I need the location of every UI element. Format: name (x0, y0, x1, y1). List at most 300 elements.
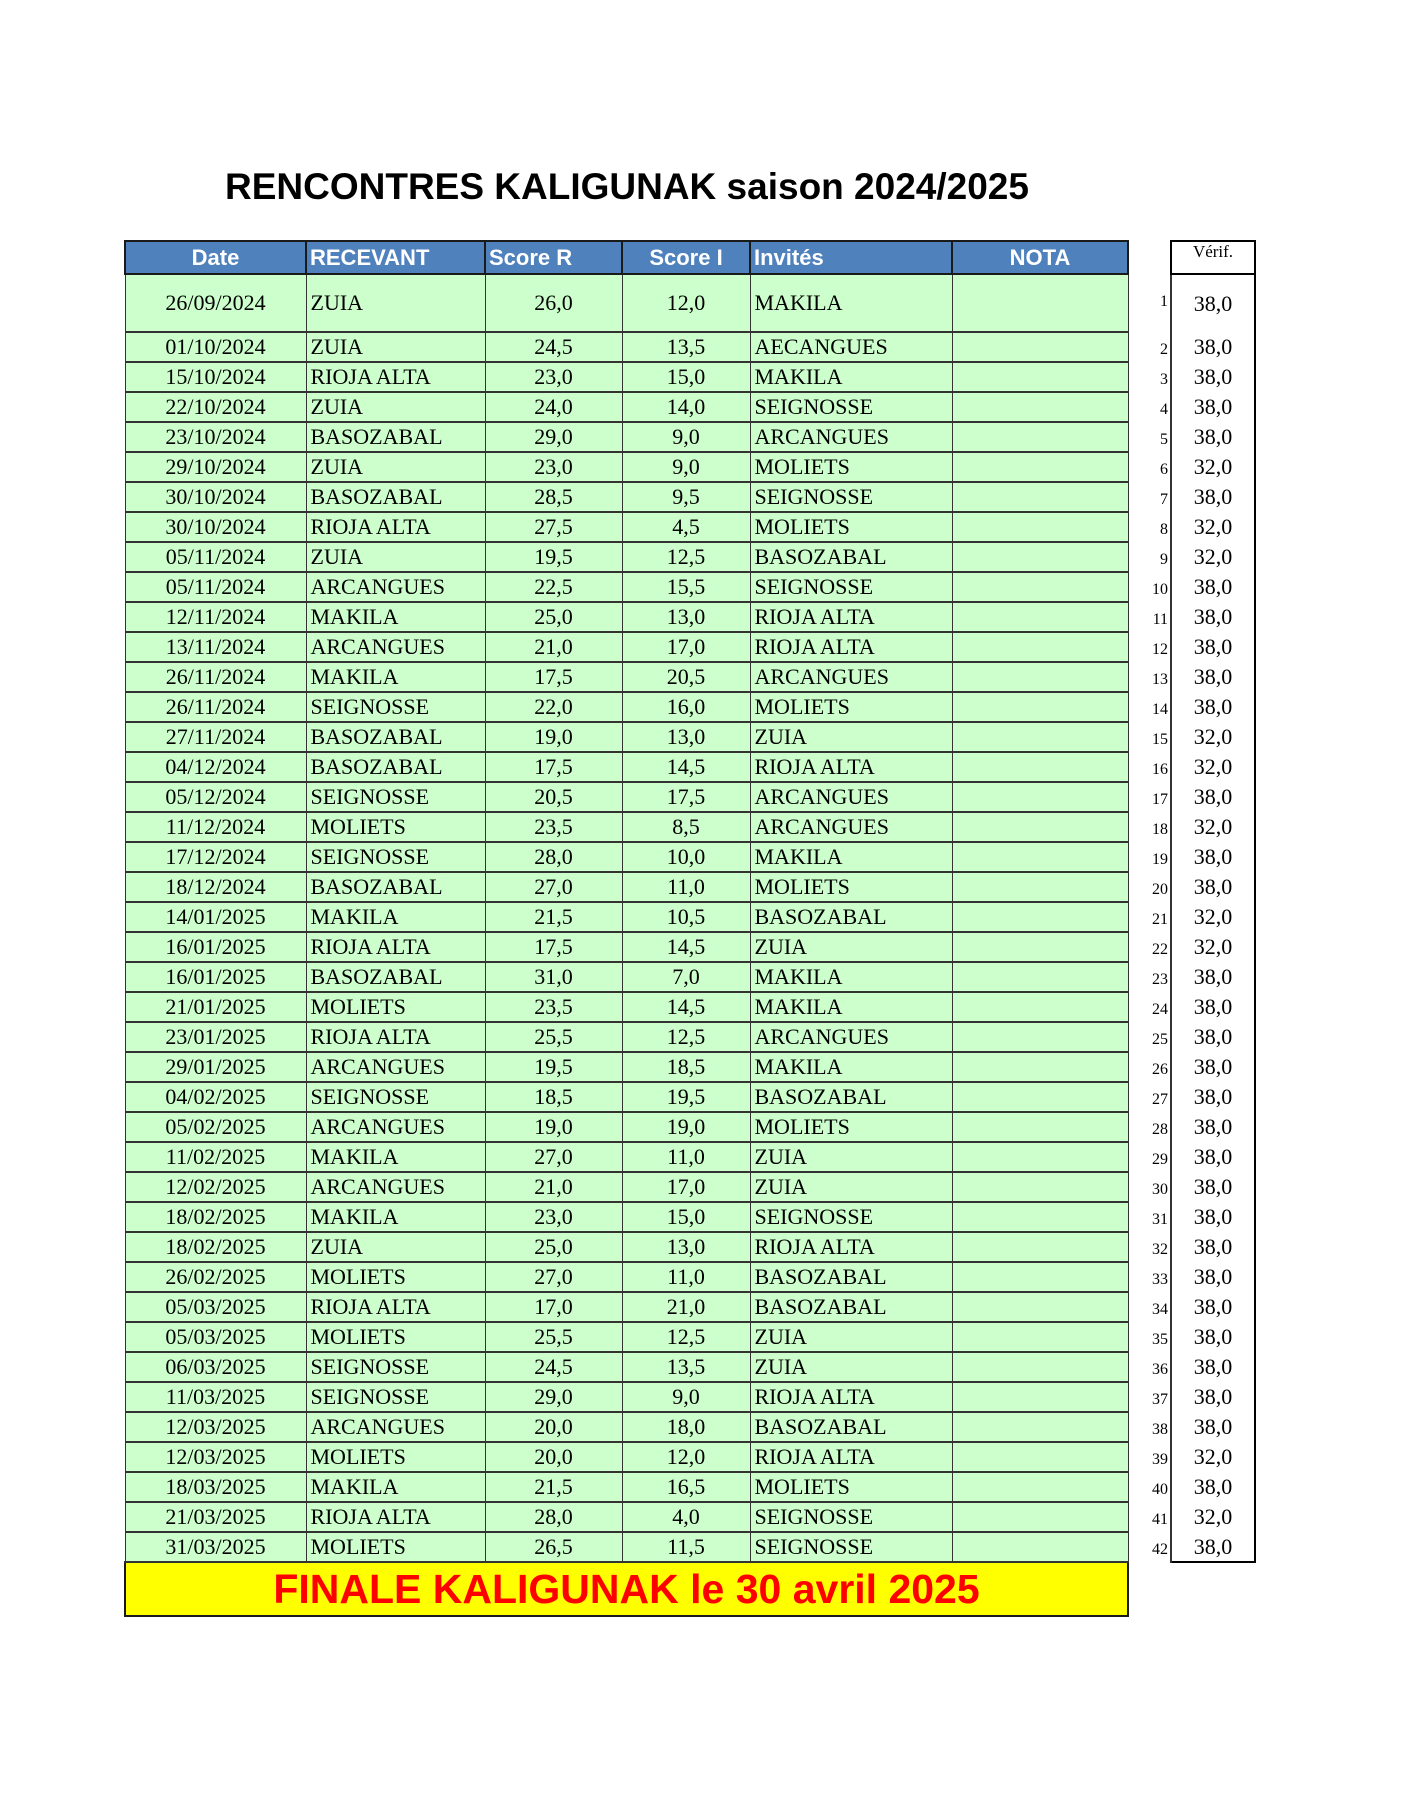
match-score-away: 9,0 (622, 452, 750, 482)
match-home-team: RIOJA ALTA (306, 932, 485, 962)
match-score-home: 17,0 (485, 1292, 622, 1322)
match-date: 26/11/2024 (125, 662, 306, 692)
header-score-r: Score R (485, 241, 622, 274)
header-nota: NOTA (952, 241, 1128, 274)
table-row (125, 392, 1255, 422)
match-nota (952, 482, 1128, 512)
match-score-home: 24,0 (485, 392, 622, 422)
match-nota (952, 452, 1128, 482)
match-number: 33 (1128, 1262, 1171, 1292)
match-score-home: 28,0 (485, 842, 622, 872)
table-row (125, 782, 1255, 812)
match-date: 30/10/2024 (125, 512, 306, 542)
match-verif-total: 38,0 (1171, 1382, 1255, 1412)
match-score-home: 24,5 (485, 1352, 622, 1382)
match-date: 26/02/2025 (125, 1262, 306, 1292)
match-nota (952, 1262, 1128, 1292)
match-score-away: 18,0 (622, 1412, 750, 1442)
match-score-away: 14,5 (622, 992, 750, 1022)
match-date: 16/01/2025 (125, 962, 306, 992)
match-score-away: 4,0 (622, 1502, 750, 1532)
match-number: 11 (1128, 602, 1171, 632)
match-verif-total: 32,0 (1171, 902, 1255, 932)
match-date: 05/11/2024 (125, 572, 306, 602)
match-score-home: 25,0 (485, 1232, 622, 1262)
match-home-team: MOLIETS (306, 1532, 485, 1562)
match-verif-total: 38,0 (1171, 1082, 1255, 1112)
match-score-away: 11,5 (622, 1532, 750, 1562)
match-date: 06/03/2025 (125, 1352, 306, 1382)
header-spacer (1128, 241, 1171, 274)
match-away-team: AECANGUES (750, 332, 952, 362)
match-nota (952, 274, 1128, 332)
match-number: 38 (1128, 1412, 1171, 1442)
match-away-team: MAKILA (750, 362, 952, 392)
match-home-team: SEIGNOSSE (306, 692, 485, 722)
match-nota (952, 992, 1128, 1022)
match-away-team: BASOZABAL (750, 902, 952, 932)
match-away-team: SEIGNOSSE (750, 1532, 952, 1562)
match-score-home: 29,0 (485, 422, 622, 452)
match-score-home: 23,0 (485, 362, 622, 392)
match-number: 10 (1128, 572, 1171, 602)
match-nota (952, 812, 1128, 842)
table-row (125, 1262, 1255, 1292)
match-score-away: 17,0 (622, 632, 750, 662)
match-nota (952, 1112, 1128, 1142)
match-rows (125, 274, 1255, 1562)
match-score-away: 14,0 (622, 392, 750, 422)
match-number: 4 (1128, 392, 1171, 422)
table-row (125, 1082, 1255, 1112)
match-number: 26 (1128, 1052, 1171, 1082)
table-row (125, 332, 1255, 362)
match-home-team: BASOZABAL (306, 482, 485, 512)
finale-row (125, 1562, 1255, 1616)
match-verif-total: 32,0 (1171, 722, 1255, 752)
match-verif-total: 38,0 (1171, 962, 1255, 992)
match-verif-total: 38,0 (1171, 1352, 1255, 1382)
match-away-team: MOLIETS (750, 452, 952, 482)
match-nota (952, 722, 1128, 752)
match-score-away: 14,5 (622, 932, 750, 962)
match-home-team: RIOJA ALTA (306, 1502, 485, 1532)
match-nota (952, 1532, 1128, 1562)
match-number: 12 (1128, 632, 1171, 662)
match-date: 05/03/2025 (125, 1292, 306, 1322)
match-away-team: MOLIETS (750, 1472, 952, 1502)
table-row (125, 452, 1255, 482)
match-verif-total: 38,0 (1171, 1142, 1255, 1172)
match-date: 26/11/2024 (125, 692, 306, 722)
match-away-team: MAKILA (750, 1052, 952, 1082)
match-number: 36 (1128, 1352, 1171, 1382)
match-score-away: 15,0 (622, 1202, 750, 1232)
match-nota (952, 1352, 1128, 1382)
match-verif-total: 38,0 (1171, 392, 1255, 422)
match-number: 22 (1128, 932, 1171, 962)
match-score-home: 19,5 (485, 542, 622, 572)
match-home-team: RIOJA ALTA (306, 362, 485, 392)
match-date: 12/03/2025 (125, 1442, 306, 1472)
match-number: 7 (1128, 482, 1171, 512)
match-nota (952, 902, 1128, 932)
match-score-home: 17,5 (485, 662, 622, 692)
match-away-team: MAKILA (750, 992, 952, 1022)
match-score-away: 19,0 (622, 1112, 750, 1142)
match-score-away: 9,0 (622, 1382, 750, 1412)
match-verif-total: 38,0 (1171, 842, 1255, 872)
match-score-away: 16,5 (622, 1472, 750, 1502)
match-verif-total: 38,0 (1171, 692, 1255, 722)
table-row (125, 572, 1255, 602)
table-row (125, 812, 1255, 842)
match-away-team: SEIGNOSSE (750, 482, 952, 512)
match-away-team: ARCANGUES (750, 422, 952, 452)
match-number: 17 (1128, 782, 1171, 812)
match-date: 05/02/2025 (125, 1112, 306, 1142)
match-verif-total: 38,0 (1171, 332, 1255, 362)
match-home-team: RIOJA ALTA (306, 1022, 485, 1052)
match-verif-total: 38,0 (1171, 1412, 1255, 1442)
match-away-team: MOLIETS (750, 872, 952, 902)
match-score-away: 13,5 (622, 332, 750, 362)
table-row (125, 722, 1255, 752)
match-verif-total: 38,0 (1171, 872, 1255, 902)
match-score-away: 10,0 (622, 842, 750, 872)
match-home-team: MOLIETS (306, 1262, 485, 1292)
table-row (125, 1052, 1255, 1082)
match-number: 29 (1128, 1142, 1171, 1172)
match-date: 27/11/2024 (125, 722, 306, 752)
match-away-team: RIOJA ALTA (750, 1442, 952, 1472)
match-away-team: MOLIETS (750, 692, 952, 722)
schedule-table (124, 240, 1256, 1617)
table-row (125, 842, 1255, 872)
match-date: 29/10/2024 (125, 452, 306, 482)
match-score-home: 27,0 (485, 1142, 622, 1172)
match-home-team: BASOZABAL (306, 722, 485, 752)
match-home-team: ZUIA (306, 542, 485, 572)
match-away-team: RIOJA ALTA (750, 1382, 952, 1412)
table-row (125, 1232, 1255, 1262)
match-number: 35 (1128, 1322, 1171, 1352)
match-date: 13/11/2024 (125, 632, 306, 662)
match-score-home: 27,0 (485, 872, 622, 902)
match-score-home: 21,0 (485, 1172, 622, 1202)
match-away-team: RIOJA ALTA (750, 602, 952, 632)
match-number: 14 (1128, 692, 1171, 722)
match-nota (952, 752, 1128, 782)
match-away-team: SEIGNOSSE (750, 392, 952, 422)
match-away-team: ZUIA (750, 1142, 952, 1172)
match-verif-total: 38,0 (1171, 362, 1255, 392)
match-verif-total: 38,0 (1171, 1472, 1255, 1502)
match-number: 15 (1128, 722, 1171, 752)
match-nota (952, 1172, 1128, 1202)
match-home-team: MAKILA (306, 602, 485, 632)
match-date: 18/02/2025 (125, 1232, 306, 1262)
match-nota (952, 662, 1128, 692)
match-number: 9 (1128, 542, 1171, 572)
match-verif-total: 38,0 (1171, 1112, 1255, 1142)
match-verif-total: 32,0 (1171, 542, 1255, 572)
table-row (125, 752, 1255, 782)
match-number: 41 (1128, 1502, 1171, 1532)
match-number: 2 (1128, 332, 1171, 362)
match-score-home: 27,5 (485, 512, 622, 542)
table-row (125, 1112, 1255, 1142)
table-row (125, 362, 1255, 392)
match-nota (952, 1202, 1128, 1232)
match-home-team: BASOZABAL (306, 872, 485, 902)
table-row (125, 1142, 1255, 1172)
header-invites: Invités (750, 241, 952, 274)
match-home-team: ZUIA (306, 452, 485, 482)
match-nota (952, 1052, 1128, 1082)
match-number: 37 (1128, 1382, 1171, 1412)
match-score-home: 26,0 (485, 274, 622, 332)
match-home-team: SEIGNOSSE (306, 842, 485, 872)
match-number: 13 (1128, 662, 1171, 692)
match-verif-total: 38,0 (1171, 1172, 1255, 1202)
match-score-away: 8,5 (622, 812, 750, 842)
match-away-team: RIOJA ALTA (750, 632, 952, 662)
match-verif-total: 32,0 (1171, 512, 1255, 542)
match-away-team: ZUIA (750, 1172, 952, 1202)
match-score-away: 12,5 (622, 1322, 750, 1352)
match-date: 18/02/2025 (125, 1202, 306, 1232)
match-date: 16/01/2025 (125, 932, 306, 962)
match-date: 22/10/2024 (125, 392, 306, 422)
match-date: 15/10/2024 (125, 362, 306, 392)
match-verif-total: 38,0 (1171, 992, 1255, 1022)
match-away-team: ZUIA (750, 1322, 952, 1352)
match-home-team: MOLIETS (306, 1442, 485, 1472)
match-away-team: BASOZABAL (750, 542, 952, 572)
header-verif: Vérif. (1171, 241, 1255, 274)
match-nota (952, 932, 1128, 962)
match-score-home: 21,5 (485, 902, 622, 932)
match-number: 8 (1128, 512, 1171, 542)
match-date: 21/01/2025 (125, 992, 306, 1022)
table-row (125, 1322, 1255, 1352)
match-verif-total: 38,0 (1171, 1262, 1255, 1292)
match-home-team: ZUIA (306, 332, 485, 362)
table-row (125, 1472, 1255, 1502)
match-number: 16 (1128, 752, 1171, 782)
match-nota (952, 542, 1128, 572)
match-home-team: MAKILA (306, 662, 485, 692)
match-verif-total: 38,0 (1171, 1022, 1255, 1052)
match-away-team: RIOJA ALTA (750, 752, 952, 782)
match-score-away: 10,5 (622, 902, 750, 932)
match-date: 21/03/2025 (125, 1502, 306, 1532)
table-row (125, 274, 1255, 332)
match-nota (952, 1022, 1128, 1052)
match-home-team: ARCANGUES (306, 1052, 485, 1082)
match-score-home: 22,0 (485, 692, 622, 722)
match-score-home: 19,0 (485, 722, 622, 752)
table-row (125, 512, 1255, 542)
match-home-team: ARCANGUES (306, 572, 485, 602)
match-score-home: 24,5 (485, 332, 622, 362)
match-home-team: ARCANGUES (306, 1112, 485, 1142)
match-score-home: 25,5 (485, 1022, 622, 1052)
match-score-away: 9,0 (622, 422, 750, 452)
match-away-team: MAKILA (750, 842, 952, 872)
table-row (125, 602, 1255, 632)
table-row (125, 1382, 1255, 1412)
match-away-team: MAKILA (750, 274, 952, 332)
match-away-team: MOLIETS (750, 1112, 952, 1142)
match-nota (952, 1472, 1128, 1502)
table-row (125, 1022, 1255, 1052)
match-verif-total: 32,0 (1171, 752, 1255, 782)
match-date: 04/12/2024 (125, 752, 306, 782)
table-row (125, 482, 1255, 512)
header-row (125, 241, 1255, 274)
table-row (125, 1532, 1255, 1562)
match-home-team: MOLIETS (306, 1322, 485, 1352)
match-score-away: 13,0 (622, 602, 750, 632)
match-verif-total: 38,0 (1171, 1292, 1255, 1322)
table-row (125, 872, 1255, 902)
match-score-home: 20,5 (485, 782, 622, 812)
match-away-team: ZUIA (750, 1352, 952, 1382)
match-away-team: ARCANGUES (750, 812, 952, 842)
match-nota (952, 362, 1128, 392)
match-score-home: 23,0 (485, 1202, 622, 1232)
match-score-home: 25,5 (485, 1322, 622, 1352)
match-verif-total: 38,0 (1171, 1202, 1255, 1232)
match-number: 25 (1128, 1022, 1171, 1052)
match-number: 27 (1128, 1082, 1171, 1112)
match-score-away: 12,5 (622, 1022, 750, 1052)
match-score-away: 9,5 (622, 482, 750, 512)
match-away-team: SEIGNOSSE (750, 1202, 952, 1232)
match-away-team: BASOZABAL (750, 1292, 952, 1322)
match-number: 3 (1128, 362, 1171, 392)
table-row (125, 902, 1255, 932)
finale-spacer (1128, 1562, 1255, 1616)
match-score-away: 13,0 (622, 722, 750, 752)
match-verif-total: 38,0 (1171, 1052, 1255, 1082)
match-score-away: 16,0 (622, 692, 750, 722)
match-nota (952, 1442, 1128, 1472)
match-home-team: MAKILA (306, 902, 485, 932)
match-score-home: 22,5 (485, 572, 622, 602)
match-home-team: RIOJA ALTA (306, 512, 485, 542)
match-verif-total: 32,0 (1171, 812, 1255, 842)
match-score-away: 15,0 (622, 362, 750, 392)
match-date: 12/03/2025 (125, 1412, 306, 1442)
match-home-team: BASOZABAL (306, 422, 485, 452)
match-date: 11/03/2025 (125, 1382, 306, 1412)
match-away-team: ARCANGUES (750, 782, 952, 812)
match-home-team: ARCANGUES (306, 1412, 485, 1442)
finale-banner: FINALE KALIGUNAK le 30 avril 2025 (125, 1562, 1128, 1616)
match-number: 5 (1128, 422, 1171, 452)
match-nota (952, 1322, 1128, 1352)
match-score-home: 21,0 (485, 632, 622, 662)
match-number: 19 (1128, 842, 1171, 872)
match-nota (952, 1412, 1128, 1442)
match-verif-total: 38,0 (1171, 602, 1255, 632)
match-score-away: 13,0 (622, 1232, 750, 1262)
match-score-away: 18,5 (622, 1052, 750, 1082)
match-verif-total: 38,0 (1171, 662, 1255, 692)
match-score-away: 14,5 (622, 752, 750, 782)
match-away-team: RIOJA ALTA (750, 1232, 952, 1262)
match-date: 26/09/2024 (125, 274, 306, 332)
match-verif-total: 32,0 (1171, 932, 1255, 962)
table-row (125, 662, 1255, 692)
header-recevant: RECEVANT (306, 241, 485, 274)
match-nota (952, 962, 1128, 992)
match-away-team: MOLIETS (750, 512, 952, 542)
match-score-home: 31,0 (485, 962, 622, 992)
match-home-team: MAKILA (306, 1202, 485, 1232)
match-nota (952, 1502, 1128, 1532)
match-home-team: RIOJA ALTA (306, 1292, 485, 1322)
match-nota (952, 332, 1128, 362)
match-score-home: 23,0 (485, 452, 622, 482)
match-home-team: ARCANGUES (306, 1172, 485, 1202)
match-nota (952, 872, 1128, 902)
match-score-home: 29,0 (485, 1382, 622, 1412)
match-away-team: SEIGNOSSE (750, 572, 952, 602)
match-score-home: 28,5 (485, 482, 622, 512)
match-home-team: ARCANGUES (306, 632, 485, 662)
match-number: 6 (1128, 452, 1171, 482)
table-row (125, 632, 1255, 662)
match-nota (952, 602, 1128, 632)
match-number: 1 (1128, 274, 1171, 332)
match-nota (952, 512, 1128, 542)
table-row (125, 542, 1255, 572)
match-date: 05/11/2024 (125, 542, 306, 572)
match-number: 23 (1128, 962, 1171, 992)
match-number: 31 (1128, 1202, 1171, 1232)
match-verif-total: 38,0 (1171, 1322, 1255, 1352)
match-nota (952, 1382, 1128, 1412)
match-number: 20 (1128, 872, 1171, 902)
match-nota (952, 422, 1128, 452)
match-score-away: 17,0 (622, 1172, 750, 1202)
match-nota (952, 1142, 1128, 1172)
match-number: 21 (1128, 902, 1171, 932)
table-row (125, 1502, 1255, 1532)
match-nota (952, 782, 1128, 812)
match-date: 11/02/2025 (125, 1142, 306, 1172)
table-row (125, 1412, 1255, 1442)
match-verif-total: 38,0 (1171, 782, 1255, 812)
match-score-home: 23,5 (485, 992, 622, 1022)
match-number: 34 (1128, 1292, 1171, 1322)
match-score-away: 4,5 (622, 512, 750, 542)
match-score-away: 12,0 (622, 274, 750, 332)
match-date: 23/01/2025 (125, 1022, 306, 1052)
match-score-home: 23,5 (485, 812, 622, 842)
match-nota (952, 842, 1128, 872)
match-away-team: ZUIA (750, 722, 952, 752)
match-score-home: 20,0 (485, 1442, 622, 1472)
match-score-away: 11,0 (622, 1142, 750, 1172)
match-verif-total: 38,0 (1171, 274, 1255, 332)
match-home-team: SEIGNOSSE (306, 782, 485, 812)
table-row (125, 1202, 1255, 1232)
